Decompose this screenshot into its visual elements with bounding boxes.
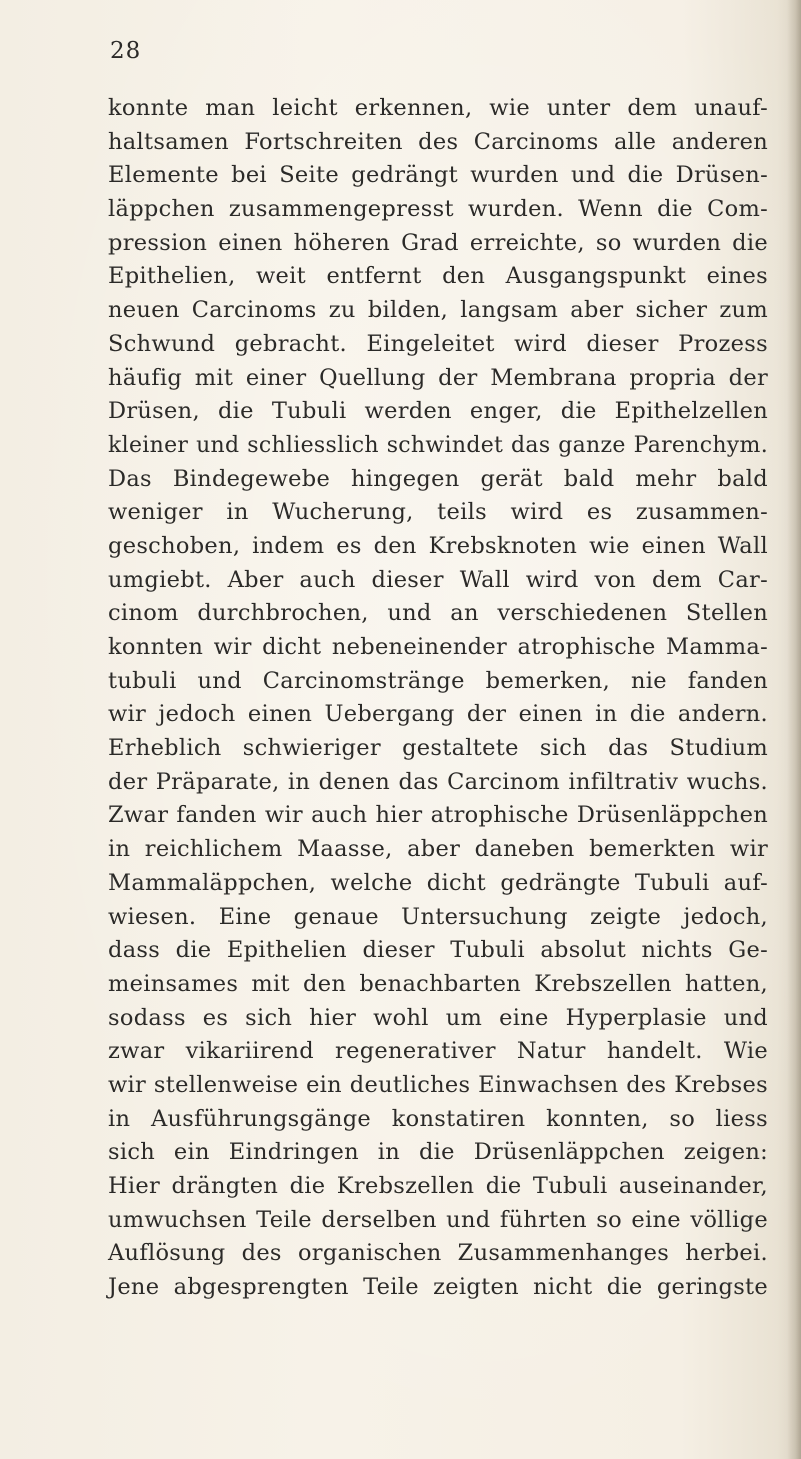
text-line: wiesen. Eine genaue Untersuchung zeigte jedoch,	[108, 903, 768, 930]
text-line: neuen Carcinoms zu bilden, langsam aber sicher zum	[108, 297, 768, 324]
text-line: meinsames mit den benachbarten Krebszellen hatten,	[108, 970, 768, 997]
text-line: Das Bindegewebe hingegen gerät bald mehr bald	[108, 465, 768, 492]
page-number: 28	[110, 38, 142, 64]
text-line: Epithelien, weit entfernt den Ausgangspunkt eines	[108, 263, 768, 290]
text-line: Zwar fanden wir auch hier atrophische Drüsenläppchen	[108, 802, 768, 829]
text-line: in reichlichem Maasse, aber daneben bemerkten wir	[108, 836, 768, 863]
text-line: umgiebt. Aber auch dieser Wall wird von dem Car-	[108, 566, 768, 593]
text-line: umwuchsen Teile derselben und führten so eine völlige	[108, 1206, 768, 1233]
text-line: Hier drängten die Krebszellen die Tubuli auseinander,	[108, 1173, 768, 1199]
text-line: tubuli und Carcinomstränge bemerken, nie fanden	[108, 667, 768, 694]
text-line: Elemente bei Seite gedrängt wurden und die Drüsen-	[108, 162, 768, 189]
text-line: kleiner und schliesslich schwindet das ganze Parenchym.	[108, 432, 768, 458]
text-line: haltsamen Fortschreiten des Carcinoms alle anderen	[108, 128, 768, 155]
text-line: der Präparate, in denen das Carcinom infiltrativ wuchs.	[108, 768, 768, 795]
text-line: wir jedoch einen Uebergang der einen in die andern.	[108, 701, 768, 728]
body-text	[108, 92, 768, 1305]
text-line: konnte man leicht erkennen, wie unter dem unauf-	[108, 95, 768, 121]
text-line: läppchen zusammengepresst wurden. Wenn die Com-	[108, 196, 768, 223]
text-line: Schwund gebracht. Eingeleitet wird dieser Prozess	[108, 330, 768, 357]
text-line: zwar vikariirend regenerativer Natur handelt. Wie	[108, 1038, 768, 1065]
text-line: konnten wir dicht nebeneinender atrophische Mamma-	[108, 634, 768, 660]
text-line: weniger in Wucherung, teils wird es zusammen-	[108, 499, 768, 526]
text-line: sich ein Eindringen in die Drüsenläppchen zeigen:	[108, 1139, 768, 1166]
text-line: cinom durchbrochen, und an verschiedenen Stellen	[108, 600, 768, 627]
text-line: Erheblich schwieriger gestaltete sich das Studium	[108, 735, 768, 762]
text-line: dass die Epithelien dieser Tubuli absolut nichts Ge-	[108, 937, 768, 964]
text-line: in Ausführungsgänge konstatiren konnten, so liess	[108, 1105, 768, 1132]
text-line: sodass es sich hier wohl um eine Hyperplasie und	[108, 1004, 768, 1031]
text-line: pression einen höheren Grad erreichte, so wurden die	[108, 229, 768, 256]
text-line: Auflösung des organischen Zusammenhanges herbei.	[108, 1240, 768, 1267]
page-edge-shadow	[787, 0, 801, 1459]
text-line: Jene abgesprengten Teile zeigten nicht die geringste	[108, 1274, 768, 1301]
text-line: wir stellenweise ein deutliches Einwachsen des Krebses	[108, 1071, 768, 1098]
text-line: geschoben, indem es den Krebsknoten wie einen Wall	[108, 532, 768, 559]
text-line: Mammaläppchen, welche dicht gedrängte Tubuli auf-	[108, 869, 768, 896]
text-line: Drüsen, die Tubuli werden enger, die Epithelzellen	[108, 398, 768, 425]
text-line: häufig mit einer Quellung der Membrana propria der	[108, 364, 768, 391]
